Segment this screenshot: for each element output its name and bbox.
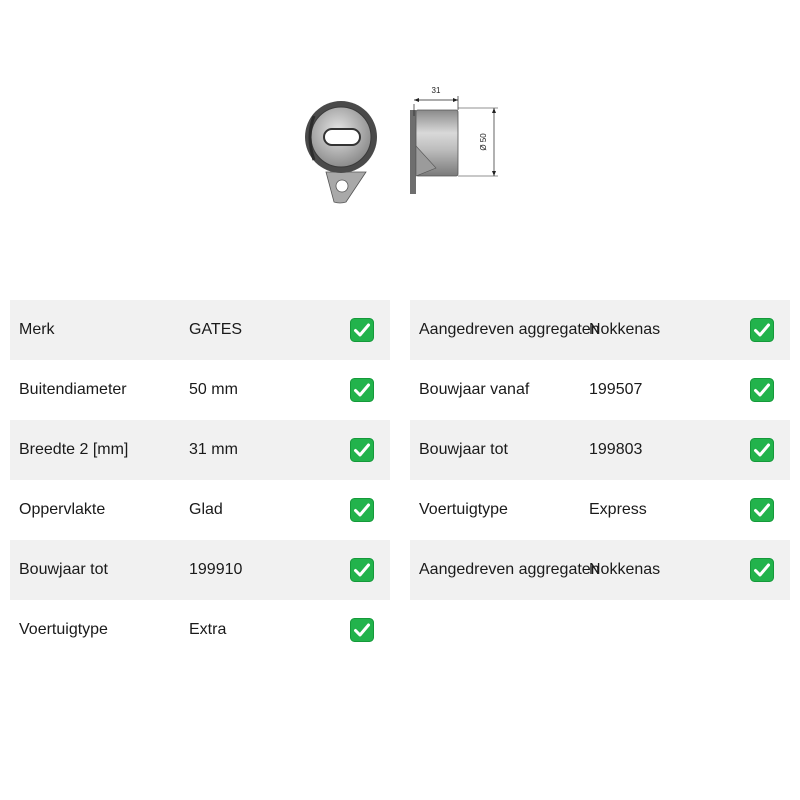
check-icon [750,378,774,402]
check-icon [350,558,374,582]
pulley-front-view [305,101,377,203]
spec-value: Express [589,501,647,518]
spec-row-merk [10,300,390,360]
spec-row-bouwjaar-vanaf [410,360,790,420]
spec-label: Aangedreven aggregaten [419,561,600,578]
spec-row-aangedreven-aggregaten [410,540,790,600]
spec-row-voertuigtype [410,480,790,540]
check-icon [750,558,774,582]
spec-table-left [10,300,390,660]
spec-label: Bouwjaar tot [19,561,108,578]
check-icon [350,618,374,642]
spec-value: GATES [189,321,243,338]
spec-row-breedte [10,420,390,480]
spec-label: Bouwjaar vanaf [419,381,530,398]
dimension-diameter-label: Ø 50 [479,133,488,151]
spec-row-voertuigtype [10,600,390,660]
spec-value: Glad [189,501,223,518]
spec-label: Breedte 2 [mm] [19,441,129,458]
spec-label: Aangedreven aggregaten [419,321,600,338]
spec-row-aangedreven-aggregaten [410,300,790,360]
spec-value: 31 mm [189,441,238,458]
spec-label: Voertuigtype [419,501,508,518]
product-image [296,80,508,204]
spec-row-oppervlakte [10,480,390,540]
spec-value: Nokkenas [589,561,661,578]
dimension-width-label: 31 [431,86,441,95]
spec-label: Buitendiameter [19,381,127,398]
spec-value: Extra [189,621,227,638]
spec-value: 199507 [589,381,643,398]
spec-label: Merk [19,321,55,338]
spec-table-right [410,300,790,600]
check-icon [350,378,374,402]
spec-value: 50 mm [189,381,238,398]
spec-value: 199910 [189,561,243,578]
spec-label: Oppervlakte [19,501,106,518]
spec-value: Nokkenas [589,321,661,338]
spec-label: Bouwjaar tot [419,441,508,458]
check-icon [350,438,374,462]
check-icon [750,318,774,342]
check-icon [350,318,374,342]
check-icon [350,498,374,522]
check-icon [750,438,774,462]
check-icon [750,498,774,522]
spec-label: Voertuigtype [19,621,108,638]
spec-row-buitendiameter [10,360,390,420]
spec-row-bouwjaar-tot [410,420,790,480]
tensioner-pulley-drawing [296,80,508,204]
spec-value: 199803 [589,441,643,458]
spec-row-bouwjaar-tot [10,540,390,600]
